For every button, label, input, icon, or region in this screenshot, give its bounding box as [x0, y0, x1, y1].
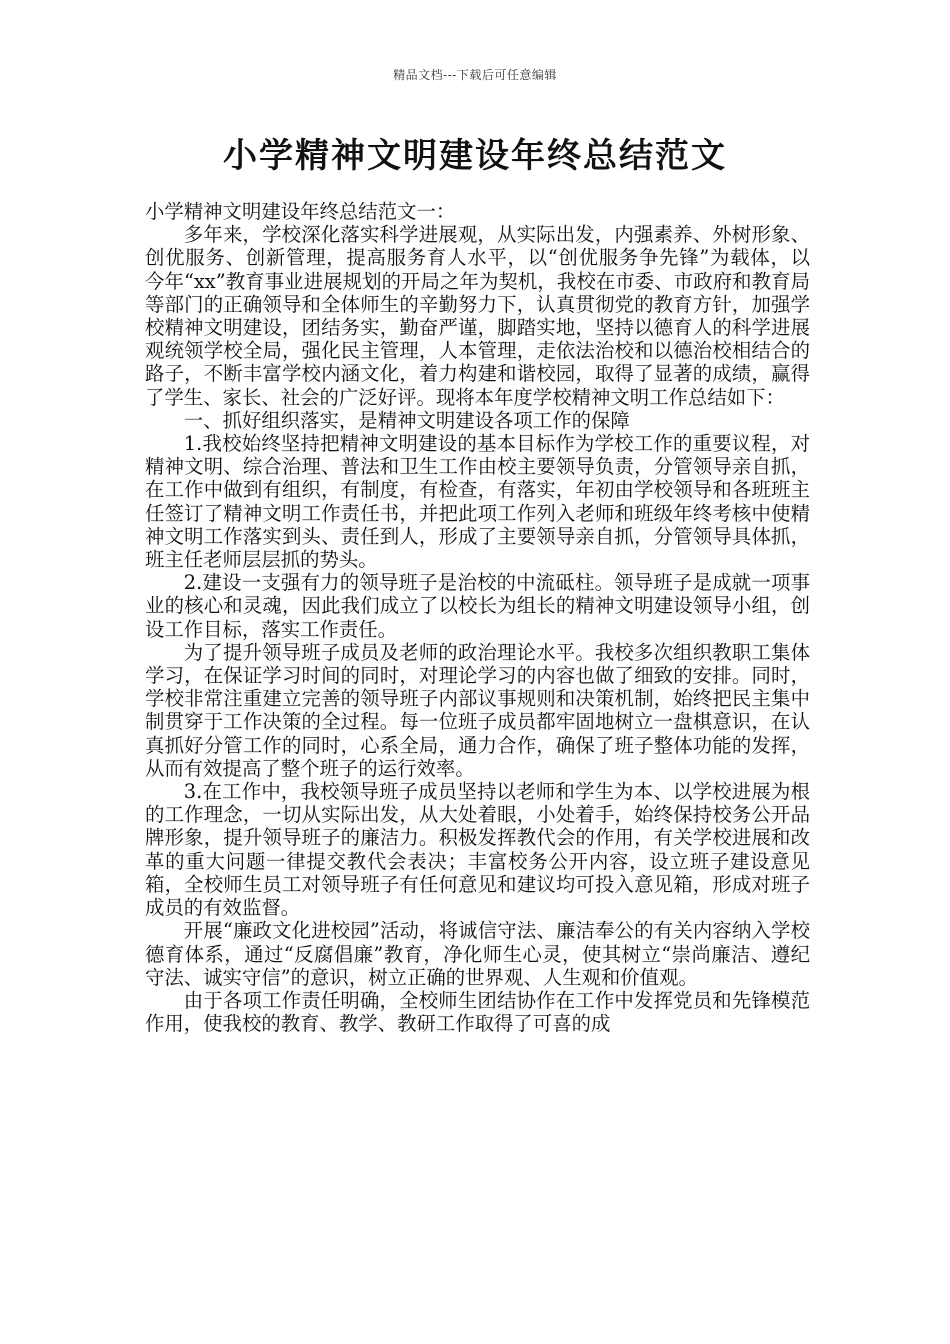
intro-line: 小学精神文明建设年终总结范文一： [145, 200, 456, 223]
paragraph: 多年来，学校深化落实科学进展观，从实际出发，内强素养、外树形象、创优服务、创新管理，提高服务育人水平，以“创优服务争先锋”为载体，以 今年“xx”教育事业进展规划的开局之年为契机，我校在市委、市政府和教育局等部门的正确领导和全体师生的辛勤努力下，认真贯彻党的教育方针，加强学校精神文明建设，团结务实，勤奋严谨，脚踏实地，坚持以德育人的科学进展观统领学校全局，强化民主管理，人本管理，走依法治校和以德治校相结合的路子，不断丰富学校内涵文化，着力构建和谐校园，取得了显著的成绩，赢得了学生、家长、社会的广泛好评。现将本年度学校精神文明工作总结如下： [145, 223, 810, 409]
paragraph: 2.建设一支强有力的领导班子是治校的中流砥柱。领导班子是成就一项事业的核心和灵魂，因此我们成立了以校长为组长的精神文明建设领导小组，创设工作目标，落实工作责任。 [145, 571, 810, 641]
document-title: 小学精神文明建设年终总结范文 [223, 136, 727, 176]
paragraph: 开展“廉政文化进校园”活动，将诚信守法、廉洁奉公的有关内容纳入学校德育体系，通过“反腐倡廉”教育，净化师生心灵，使其树立“崇尚廉洁、遵纪守法、诚实守信”的意识，树立正确的世界观、人生观和价值观。 [145, 919, 810, 989]
header-note: 精品文档---下载后可任意编辑 [393, 68, 557, 82]
paragraph: 为了提升领导班子成员及老师的政治理论水平。我校多次组织教职工集体学习，在保证学习时间的同时，对理论学习的内容也做了细致的安排。同时，学校非常注重建立完善的领导班子内部议事规则和决策机制，始终把民主集中制贯穿于工作决策的全过程。每一位班子成员都牢固地树立一盘棋意识，在认真抓好分管工作的同时，心系全局，通力合作，确保了班子整体功能的发挥，从而有效提高了整个班子的运行效率。 [145, 640, 810, 780]
paragraph: 3.在工作中，我校领导班子成员坚持以老师和学生为本、以学校进展为根的工作理念，一切从实际出发，从大处着眼，小处着手，始终保持校务公开品牌形象，提升领导班子的廉洁力。积极发挥教代会的作用，有关学校进展和改革的重大问题一律提交教代会表决；丰富校务公开内容，设立班子建设意见箱，全校师生员工对领导班子有任何意见和建议均可投入意见箱，形成对班子成员的有效监督。 [145, 780, 810, 920]
paragraph: 由于各项工作责任明确，全校师生团结协作在工作中发挥党员和先锋模范作用，使我校的教育、教学、教研工作取得了可喜的成 [145, 988, 810, 1036]
document-body [145, 200, 810, 1035]
paragraph: 1.我校始终坚持把精神文明建设的基本目标作为学校工作的重要议程，对精神文明、综合治理、普法和卫生工作由校主要领导负责，分管领导亲自抓，在工作中做到有组织，有制度，有检查，有落实，年初由学校领导和各班班主任签订了精神文明工作责任书，并把此项工作列入老师和班级年终考核中使精神文明工作落实到头、责任到人，形成了主要领导亲自抓，分管领导具体抓，班主任老师层层抓的势头。 [145, 432, 810, 572]
section-heading: 一、抓好组织落实，是精神文明建设各项工作的保障 [183, 408, 630, 432]
